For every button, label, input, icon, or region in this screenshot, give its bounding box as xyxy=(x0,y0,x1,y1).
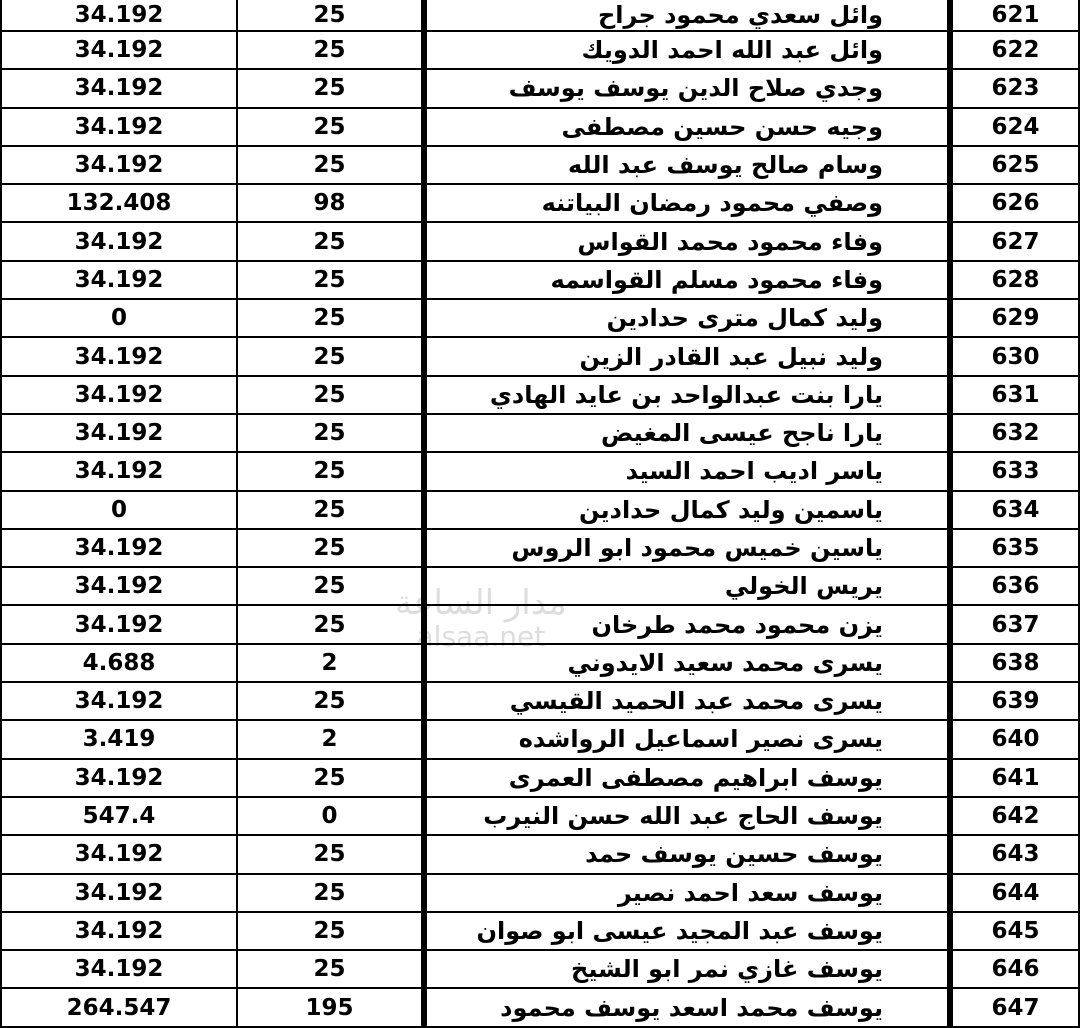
shares-cell: 25 xyxy=(237,31,424,69)
amount-cell: 547.4 xyxy=(1,797,237,835)
amount-cell: 0 xyxy=(1,491,237,529)
table-row xyxy=(1,912,1079,950)
shares-cell: 25 xyxy=(237,605,424,643)
number-cell: 633 xyxy=(950,452,1079,490)
table-row xyxy=(1,376,1079,414)
shares-cell: 25 xyxy=(237,376,424,414)
amount-cell: 34.192 xyxy=(1,835,237,873)
name-cell: يوسف محمد اسعد يوسف محمود xyxy=(424,988,950,1026)
name-cell: وجيه حسن حسين مصطفى xyxy=(424,108,950,146)
table-row xyxy=(1,146,1079,184)
amount-cell: 34.192 xyxy=(1,414,237,452)
table-row xyxy=(1,874,1079,912)
number-cell: 646 xyxy=(950,950,1079,988)
name-cell: وصفي محمود رمضان البياتنه xyxy=(424,184,950,222)
watermark-latin: alsaa.net xyxy=(416,620,546,654)
amount-cell: 34.192 xyxy=(1,452,237,490)
shares-cell: 25 xyxy=(237,414,424,452)
watermark-arabic: مدار الساعة xyxy=(395,583,567,623)
table-row xyxy=(1,759,1079,797)
shares-cell: 25 xyxy=(237,912,424,950)
name-cell: وفاء محمود محمد القواس xyxy=(424,222,950,260)
number-cell: 638 xyxy=(950,644,1079,682)
shares-cell: 0 xyxy=(237,797,424,835)
name-cell: يريس الخولي xyxy=(424,567,950,605)
shares-cell: 2 xyxy=(237,644,424,682)
table-row xyxy=(1,644,1079,682)
name-cell: يسرى نصير اسماعيل الرواشده xyxy=(424,720,950,758)
amount-cell: 34.192 xyxy=(1,950,237,988)
number-cell: 625 xyxy=(950,146,1079,184)
shares-cell: 25 xyxy=(237,69,424,107)
shares-cell: 25 xyxy=(237,835,424,873)
amount-cell: 34.192 xyxy=(1,0,237,31)
table-row xyxy=(1,299,1079,337)
number-cell: 624 xyxy=(950,108,1079,146)
amount-cell: 3.419 xyxy=(1,720,237,758)
number-cell: 622 xyxy=(950,31,1079,69)
shares-cell: 25 xyxy=(237,299,424,337)
amount-cell: 34.192 xyxy=(1,567,237,605)
amount-cell: 34.192 xyxy=(1,146,237,184)
amount-cell: 34.192 xyxy=(1,912,237,950)
number-cell: 634 xyxy=(950,491,1079,529)
table-row xyxy=(1,452,1079,490)
number-cell: 628 xyxy=(950,261,1079,299)
number-cell: 637 xyxy=(950,605,1079,643)
shares-cell: 25 xyxy=(237,682,424,720)
number-cell: 641 xyxy=(950,759,1079,797)
name-cell: وائل عبد الله احمد الدويك xyxy=(424,31,950,69)
shares-cell: 25 xyxy=(237,950,424,988)
table-row xyxy=(1,108,1079,146)
amount-cell: 34.192 xyxy=(1,874,237,912)
number-cell: 631 xyxy=(950,376,1079,414)
shares-cell: 25 xyxy=(237,222,424,260)
table-row xyxy=(1,988,1079,1026)
number-cell: 632 xyxy=(950,414,1079,452)
name-cell: يارا ناجح عيسى المغيض xyxy=(424,414,950,452)
table-row xyxy=(1,491,1079,529)
amount-cell: 34.192 xyxy=(1,529,237,567)
amount-cell: 132.408 xyxy=(1,184,237,222)
table-row xyxy=(1,529,1079,567)
shares-cell: 25 xyxy=(237,491,424,529)
name-cell: يوسف الحاج عبد الله حسن النيرب xyxy=(424,797,950,835)
number-cell: 639 xyxy=(950,682,1079,720)
shares-cell: 25 xyxy=(237,567,424,605)
number-cell: 642 xyxy=(950,797,1079,835)
table-row xyxy=(1,950,1079,988)
shares-cell: 2 xyxy=(237,720,424,758)
name-cell: ياسمين وليد كمال حدادين xyxy=(424,491,950,529)
name-cell: وسام صالح يوسف عبد الله xyxy=(424,146,950,184)
number-cell: 627 xyxy=(950,222,1079,260)
table-row xyxy=(1,567,1079,605)
number-cell: 644 xyxy=(950,874,1079,912)
name-cell: يوسف سعد احمد نصير xyxy=(424,874,950,912)
name-cell: يزن محمود محمد طرخان xyxy=(424,605,950,643)
shares-cell: 25 xyxy=(237,874,424,912)
name-cell: يوسف حسين يوسف حمد xyxy=(424,835,950,873)
amount-cell: 34.192 xyxy=(1,222,237,260)
amount-cell: 34.192 xyxy=(1,605,237,643)
shares-cell: 98 xyxy=(237,184,424,222)
number-cell: 643 xyxy=(950,835,1079,873)
table-row xyxy=(1,682,1079,720)
table-row xyxy=(1,414,1079,452)
name-cell: يسرى محمد عبد الحميد القيسي xyxy=(424,682,950,720)
table-row xyxy=(1,222,1079,260)
table-row xyxy=(1,184,1079,222)
name-cell: يوسف ابراهيم مصطفى العمرى xyxy=(424,759,950,797)
amount-cell: 0 xyxy=(1,299,237,337)
name-cell: يوسف غازي نمر ابو الشيخ xyxy=(424,950,950,988)
number-cell: 629 xyxy=(950,299,1079,337)
shares-cell: 195 xyxy=(237,988,424,1026)
shares-cell: 25 xyxy=(237,337,424,375)
name-cell: يارا بنت عبدالواحد بن عايد الهادي xyxy=(424,376,950,414)
amount-cell: 34.192 xyxy=(1,108,237,146)
name-cell: وائل سعدي محمود جراح xyxy=(424,0,950,31)
name-cell: وليد نبيل عبد القادر الزين xyxy=(424,337,950,375)
name-cell: وفاء محمود مسلم القواسمه xyxy=(424,261,950,299)
table-row xyxy=(1,835,1079,873)
shares-cell: 25 xyxy=(237,452,424,490)
number-cell: 623 xyxy=(950,69,1079,107)
number-cell: 645 xyxy=(950,912,1079,950)
name-cell: يسرى محمد سعيد الايدوني xyxy=(424,644,950,682)
amount-cell: 4.688 xyxy=(1,644,237,682)
table-row xyxy=(1,797,1079,835)
number-cell: 626 xyxy=(950,184,1079,222)
table-row xyxy=(1,337,1079,375)
amount-cell: 264.547 xyxy=(1,988,237,1026)
shares-cell: 25 xyxy=(237,759,424,797)
name-cell: وليد كمال مترى حدادين xyxy=(424,299,950,337)
table-row xyxy=(1,69,1079,107)
number-cell: 640 xyxy=(950,720,1079,758)
shares-cell: 25 xyxy=(237,108,424,146)
table-body xyxy=(1,0,1079,1027)
amount-cell: 34.192 xyxy=(1,682,237,720)
table-row xyxy=(1,31,1079,69)
name-cell: وجدي صلاح الدين يوسف يوسف xyxy=(424,69,950,107)
table-row xyxy=(1,720,1079,758)
shares-cell: 25 xyxy=(237,0,424,31)
amount-cell: 34.192 xyxy=(1,759,237,797)
name-cell: ياسين خميس محمود ابو الروس xyxy=(424,529,950,567)
number-cell: 636 xyxy=(950,567,1079,605)
amount-cell: 34.192 xyxy=(1,69,237,107)
shares-cell: 25 xyxy=(237,261,424,299)
number-cell: 630 xyxy=(950,337,1079,375)
number-cell: 635 xyxy=(950,529,1079,567)
table-row xyxy=(1,605,1079,643)
amount-cell: 34.192 xyxy=(1,261,237,299)
name-cell: ياسر اديب احمد السيد xyxy=(424,452,950,490)
shares-cell: 25 xyxy=(237,529,424,567)
number-cell: 621 xyxy=(950,0,1079,31)
shares-cell: 25 xyxy=(237,146,424,184)
number-cell: 647 xyxy=(950,988,1079,1026)
table-row xyxy=(1,261,1079,299)
name-cell: يوسف عبد المجيد عيسى ابو صوان xyxy=(424,912,950,950)
amount-cell: 34.192 xyxy=(1,376,237,414)
amount-cell: 34.192 xyxy=(1,31,237,69)
amount-cell: 34.192 xyxy=(1,337,237,375)
table-row xyxy=(1,0,1079,31)
